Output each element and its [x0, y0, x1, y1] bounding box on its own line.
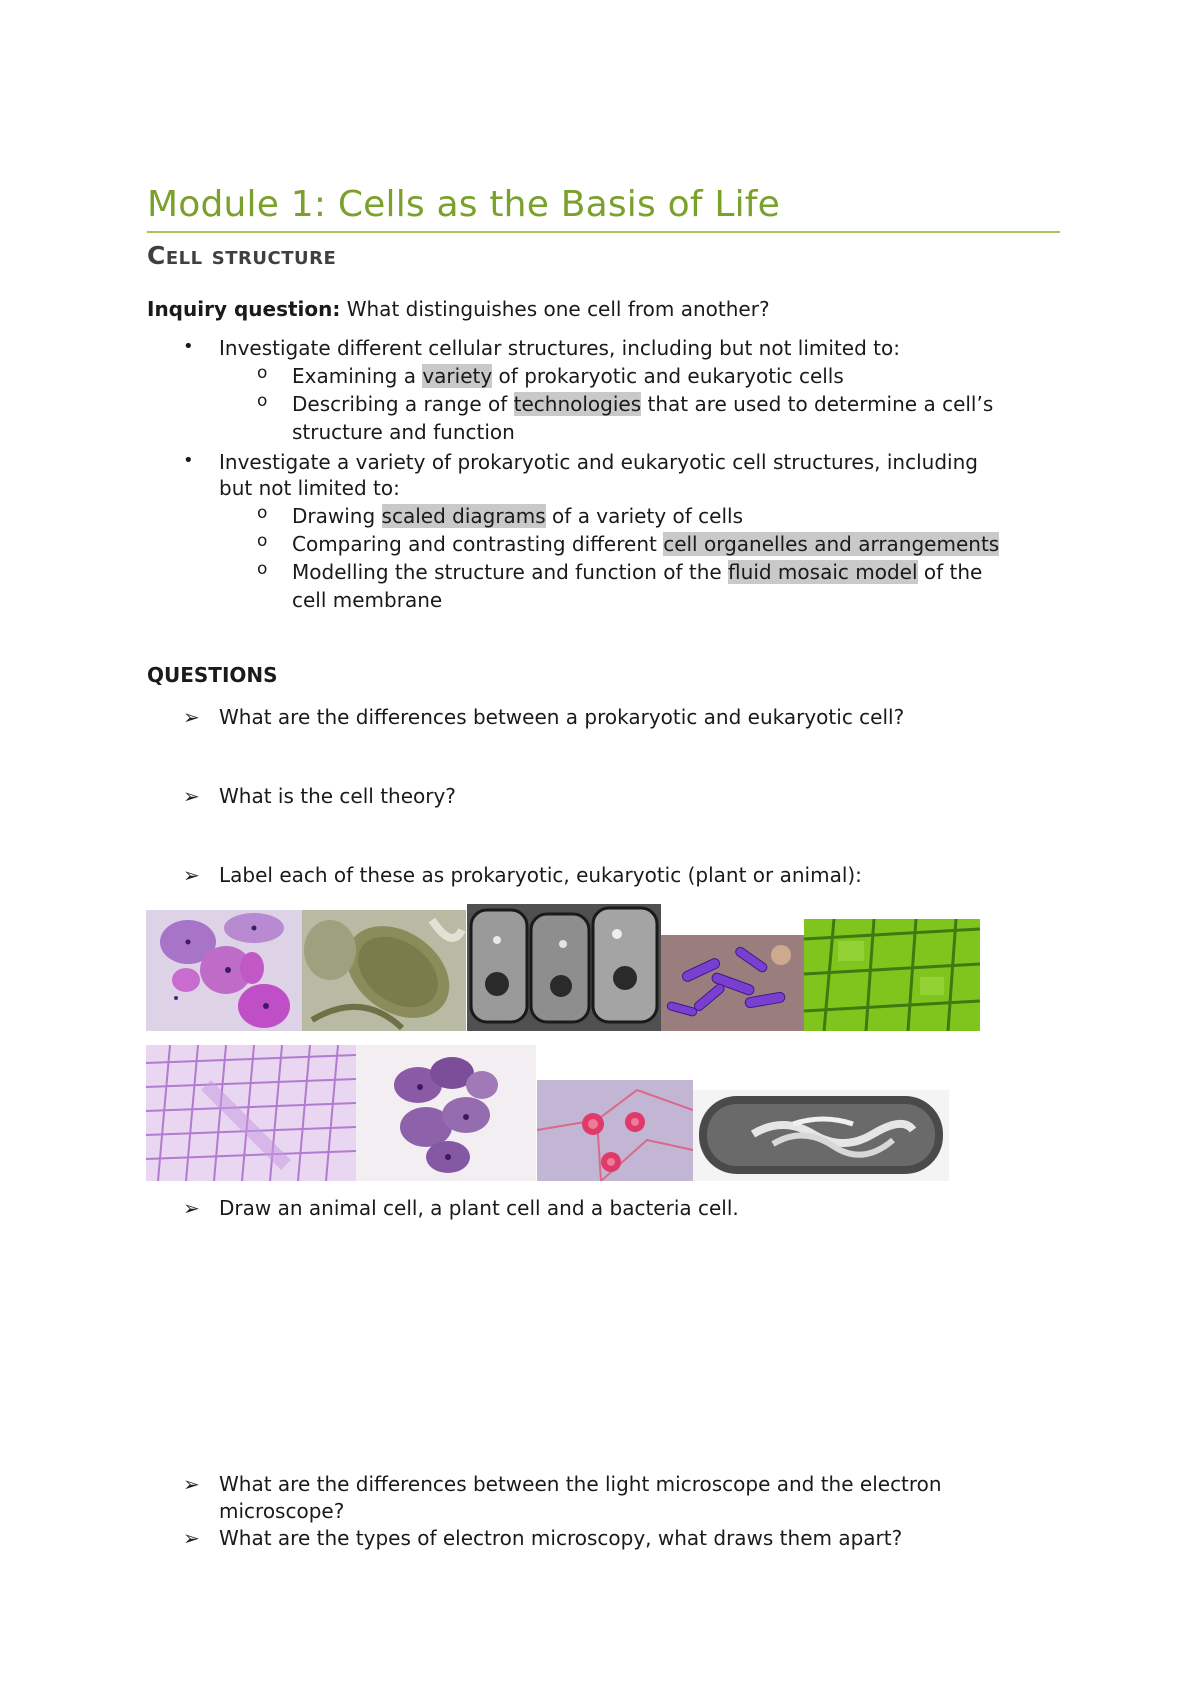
- bullet-2-sub-3-cont: cell membrane: [292, 588, 443, 612]
- bullet-symbol: •: [183, 336, 194, 357]
- sub-text: of a variety of cells: [545, 504, 743, 528]
- section-heading: Cell structure: [147, 241, 337, 270]
- purple-epithelial-cells-photo: [356, 1045, 536, 1181]
- bullet-2-text-cont: but not limited to:: [219, 476, 400, 500]
- sub-text: of the: [917, 560, 983, 584]
- chloroplast-electron-micrograph-photo: [302, 910, 466, 1031]
- bullet-1-sub-2-cont: structure and function: [292, 420, 515, 444]
- question-1: What are the differences between a prokaryotic and eukaryotic cell?: [219, 705, 905, 729]
- sub-text: Modelling the structure and function of the: [292, 560, 729, 584]
- bullet-2-sub-2: [292, 530, 999, 558]
- sub-text: Drawing: [292, 504, 382, 528]
- arrow-bullet-icon: ➢: [183, 705, 200, 729]
- highlighted-term: cell organelles and arrangements: [663, 532, 1000, 556]
- bullet-1-text: Investigate different cellular structures, including but not limited to:: [219, 336, 900, 360]
- sub-text: that are used to determine a cell’s: [641, 392, 994, 416]
- green-plant-cells-photo: [804, 919, 980, 1031]
- sub-text: Examining a: [292, 364, 423, 388]
- page-title: Module 1: Cells as the Basis of Life: [147, 184, 781, 225]
- bullet-1-sub-2: [292, 390, 993, 418]
- sub-text: Comparing and contrasting different: [292, 532, 664, 556]
- inquiry-line: [147, 295, 770, 323]
- highlighted-term: scaled diagrams: [381, 504, 546, 528]
- sub-text: Describing a range of: [292, 392, 514, 416]
- highlighted-term: variety: [422, 364, 493, 388]
- question-3: Label each of these as prokaryotic, eukaryotic (plant or animal):: [219, 863, 862, 887]
- inquiry-label: Inquiry question:: [147, 297, 341, 321]
- sub-bullet-symbol: o: [257, 391, 268, 411]
- title-divider: [147, 231, 1060, 233]
- bullet-2-sub-1: [292, 502, 743, 530]
- arrow-bullet-icon: ➢: [183, 1472, 200, 1496]
- pink-nuclei-cells-photo: [537, 1080, 693, 1181]
- sub-bullet-symbol: o: [257, 559, 268, 579]
- question-5-cont: microscope?: [219, 1499, 345, 1523]
- cheek-cells-stained-photo: [146, 910, 302, 1031]
- bullet-symbol: •: [183, 450, 194, 471]
- bullet-1-sub-1: [292, 362, 844, 390]
- bullet-2-text: Investigate a variety of prokaryotic and eukaryotic cell structures, including: [219, 450, 978, 474]
- arrow-bullet-icon: ➢: [183, 784, 200, 808]
- question-5: What are the differences between the light microscope and the electron: [219, 1472, 942, 1496]
- cells-electron-micrograph-photo: [467, 904, 661, 1031]
- sub-bullet-symbol: o: [257, 363, 268, 383]
- arrow-bullet-icon: ➢: [183, 1196, 200, 1220]
- purple-bacteria-photo: [661, 935, 804, 1031]
- question-4: Draw an animal cell, a plant cell and a bacteria cell.: [219, 1196, 739, 1220]
- bullet-2-sub-3: [292, 558, 982, 586]
- sub-bullet-symbol: o: [257, 531, 268, 551]
- arrow-bullet-icon: ➢: [183, 863, 200, 887]
- highlighted-term: technologies: [513, 392, 642, 416]
- sub-text: of prokaryotic and eukaryotic cells: [492, 364, 844, 388]
- inquiry-text: What distinguishes one cell from another?: [340, 297, 770, 321]
- question-2: What is the cell theory?: [219, 784, 456, 808]
- highlighted-term: fluid mosaic model: [728, 560, 918, 584]
- question-6: What are the types of electron microscopy, what draws them apart?: [219, 1526, 903, 1550]
- questions-heading: QUESTIONS: [147, 663, 278, 687]
- onion-epidermis-cells-photo: [146, 1045, 356, 1181]
- bacterium-electron-micrograph-photo: [693, 1090, 949, 1181]
- sub-bullet-symbol: o: [257, 503, 268, 523]
- arrow-bullet-icon: ➢: [183, 1526, 200, 1550]
